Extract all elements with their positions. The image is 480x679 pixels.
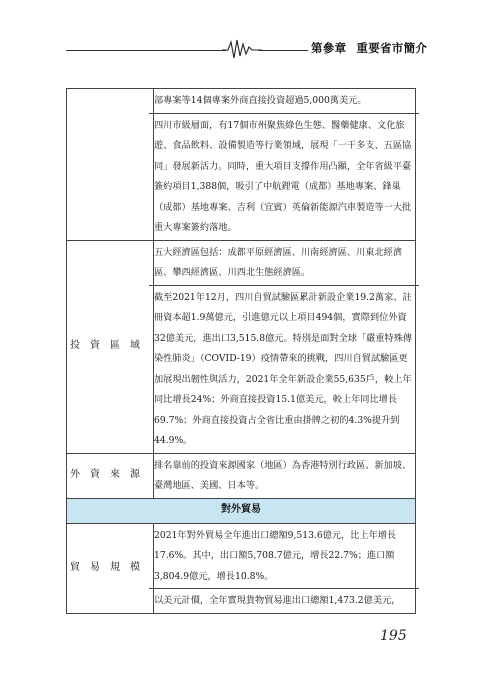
section-header-row — [67, 498, 416, 523]
section-title: 對外貿易 — [67, 498, 416, 523]
empty-label-cell — [67, 89, 154, 241]
pulse-wave-icon — [222, 38, 262, 60]
content-cell — [154, 523, 416, 613]
running-header — [311, 40, 431, 56]
header-rule-right — [258, 50, 308, 51]
paragraph: 2021年對外貿易全年進出口總額9,513.6億元，比上年增長17.6%。其中，出口額5,708.7億元，增長22.7%；進口額3,804.9億元，增長10.8%。 — [154, 529, 397, 582]
table-row — [67, 89, 416, 241]
province-info-table — [66, 88, 416, 614]
page-number: 195 — [380, 628, 407, 644]
row-label-trade-scale: 貿易規模 — [67, 523, 154, 613]
paragraph: 部專案等14個專案外商直接投資超過5,000萬美元。 — [154, 95, 367, 106]
paragraph: 排名靠前的投資來源國家（地區）為香港特別行政區、新加坡、臺灣地區、美國、日本等。 — [154, 459, 412, 491]
paragraph: 五大經濟區包括：成都平原經濟區、川南經濟區、川東北經濟區、攀西經濟區、川西北生態經濟區。 — [154, 246, 403, 278]
row-label-foreign-source: 外資來源 — [67, 453, 154, 498]
content-cell — [154, 453, 416, 498]
chapter-number: 第參章 — [311, 41, 347, 55]
table-row — [67, 523, 416, 613]
content-cell — [154, 89, 416, 241]
paragraph: 以美元計價，全年實現貨物貿易進出口總額1,473.2億美元， — [149, 588, 419, 613]
header-rule-left — [66, 50, 226, 51]
table-row — [67, 453, 416, 498]
chapter-title: 重要省市簡介 — [356, 41, 428, 55]
paragraph: 截至2021年12月，四川自貿試驗區累計新設企業19.2萬家、註冊資本超1.9萬億元，引進億元以上項目494個，實際到位外資32億美元，進出口3,515.8億元。特別是面對全球「嚴重特殊傳染性肺炎」（COVID-19）疫情帶來的挑戰，四川自貿試驗區更加展現出韌性與活力，2021年全年新設企業55,635戶，較上年同比增長24%；外商直接投資15.1億美元，較上年同比增長69.7%；外商直接投資占全省比重由掛牌之初的4.3%提升到44.9%。 — [149, 285, 419, 453]
row-label-invest-area: 投資區域 — [67, 240, 154, 453]
content-cell — [154, 240, 416, 453]
paragraph: 四川市級層面，有17個市州聚焦綠色生態、醫藥健康、文化旅遊、食品飲料、設備製造等行業領域，展現「一干多支、五區協同」發展新活力。同時，重大項目支撐作用凸顯，全年省級平臺簽約項目1,388個，吸引了中航鋰電（成都）基地專案、鋒巢（成都）基地專案、吉利（宜賓）英倫新能源汽車製造等一大批重大專案簽約落地。 — [149, 113, 419, 240]
table-row — [67, 240, 416, 453]
